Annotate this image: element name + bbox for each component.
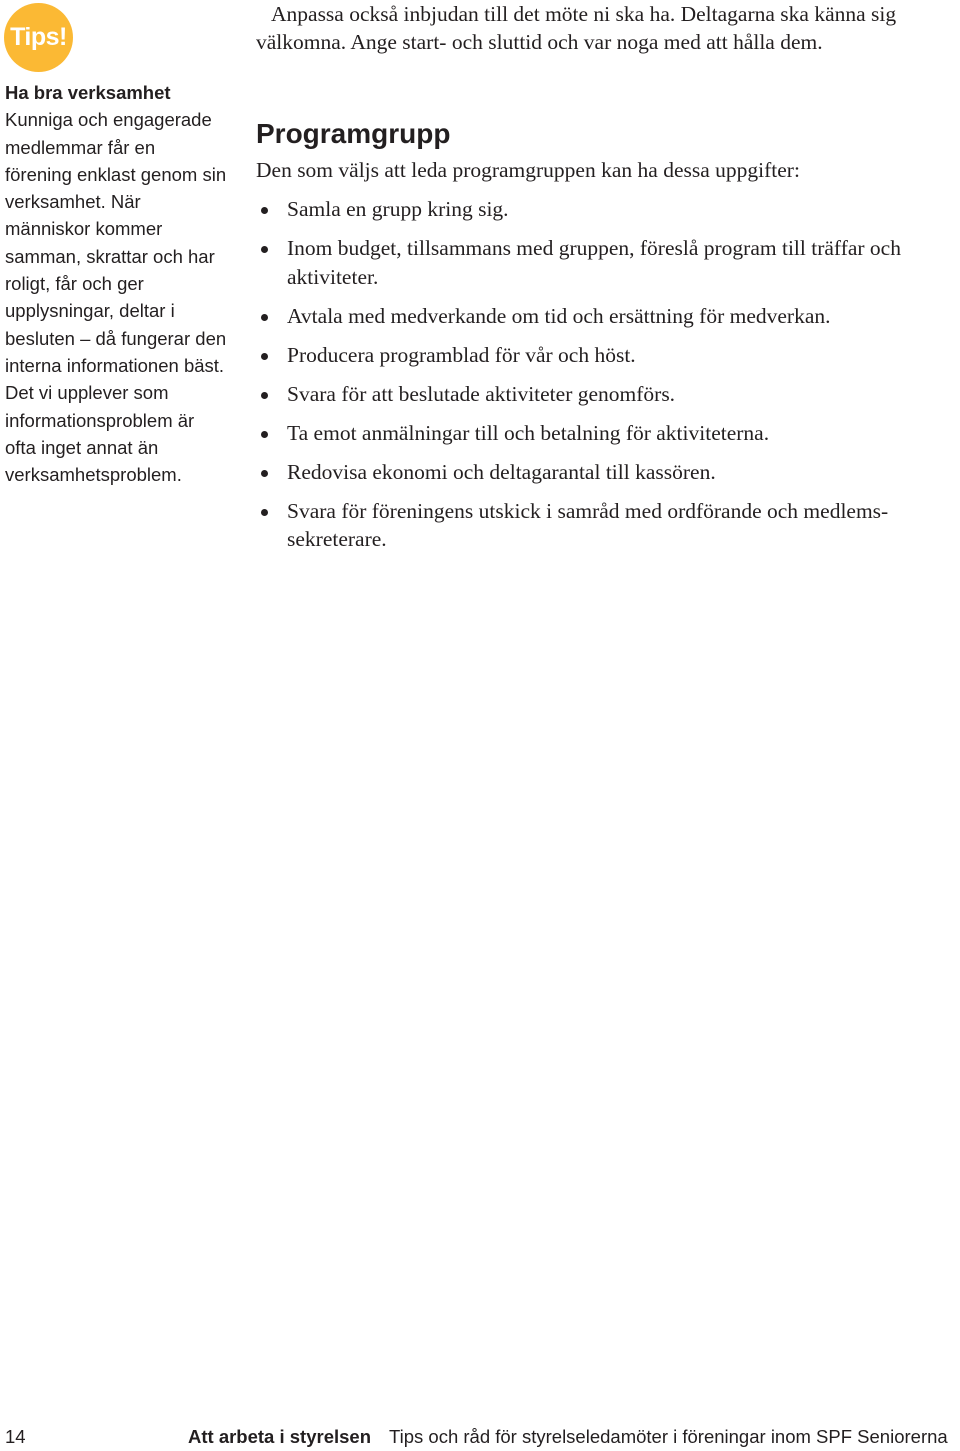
list-item	[256, 195, 946, 224]
list-item-text: Redovisa ekonomi och deltagarantal till kassören.	[287, 459, 716, 484]
list-item	[256, 234, 946, 291]
bullet-icon	[261, 392, 268, 399]
list-item-text: Svara för att beslutade aktiviteter genomförs.	[287, 381, 676, 406]
bullet-icon	[261, 509, 268, 516]
intro-paragraph: Anpassa också inbjudan till det möte ni ska ha. Deltagarna ska känna sig välkomna. Ange start- och sluttid och var noga med att hålla dem.	[256, 2, 897, 54]
list-item	[256, 302, 946, 331]
footer-page-number: 14	[5, 1426, 26, 1447]
sidebar-tip-box	[5, 79, 227, 488]
bullet-icon	[261, 431, 268, 438]
footer-subtitle: Tips och råd för styrelseledamöter i föreningar inom SPF Seniorerna	[389, 1426, 948, 1447]
list-item	[256, 419, 946, 448]
sidebar-body: Kunniga och engagerade medlemmar får en förening enklast genom sin verksamhet. När människor kommer samman, skrattar och har roligt, får och ger upplysningar, deltar i besluten – då fungerar den interna informationen bäst. Det vi upplever som informationsproblem är ofta inget annat än verksamhetsproblem.	[5, 109, 227, 486]
tips-badge-label: Tips!	[10, 23, 67, 51]
list-item	[256, 458, 946, 487]
bullet-icon	[261, 246, 268, 253]
list-item	[256, 341, 946, 370]
bullet-icon	[261, 314, 268, 321]
list-item-text: Samla en grupp kring sig.	[287, 197, 509, 221]
list-item	[256, 497, 946, 554]
list-item-text: Ta emot anmälningar till och betalning för aktiviteterna.	[287, 420, 770, 445]
list-item	[256, 380, 946, 409]
bullet-icon	[261, 353, 268, 360]
bullet-icon	[261, 470, 268, 477]
footer-publication-title: Att arbeta i styrelsen	[188, 1426, 372, 1447]
list-item-text: Inom budget, tillsammans med gruppen, föreslå program till träffar och aktiviteter.	[287, 236, 901, 289]
task-list	[256, 195, 946, 564]
sidebar-title: Ha bra verksamhet	[5, 82, 171, 103]
section-heading: Programgrupp	[256, 118, 451, 149]
bullet-icon	[261, 207, 268, 214]
section-lead: Den som väljs att leda programgruppen kan ha dessa uppgifter:	[256, 158, 800, 182]
list-item-text: Svara för föreningens utskick i samråd med ordförande och medlems-sekreterare.	[287, 498, 889, 551]
list-item-text: Avtala med medverkande om tid och ersättning för medverkan.	[287, 303, 831, 328]
tips-badge	[4, 3, 73, 72]
list-item-text: Producera programblad för vår och höst.	[287, 342, 636, 367]
